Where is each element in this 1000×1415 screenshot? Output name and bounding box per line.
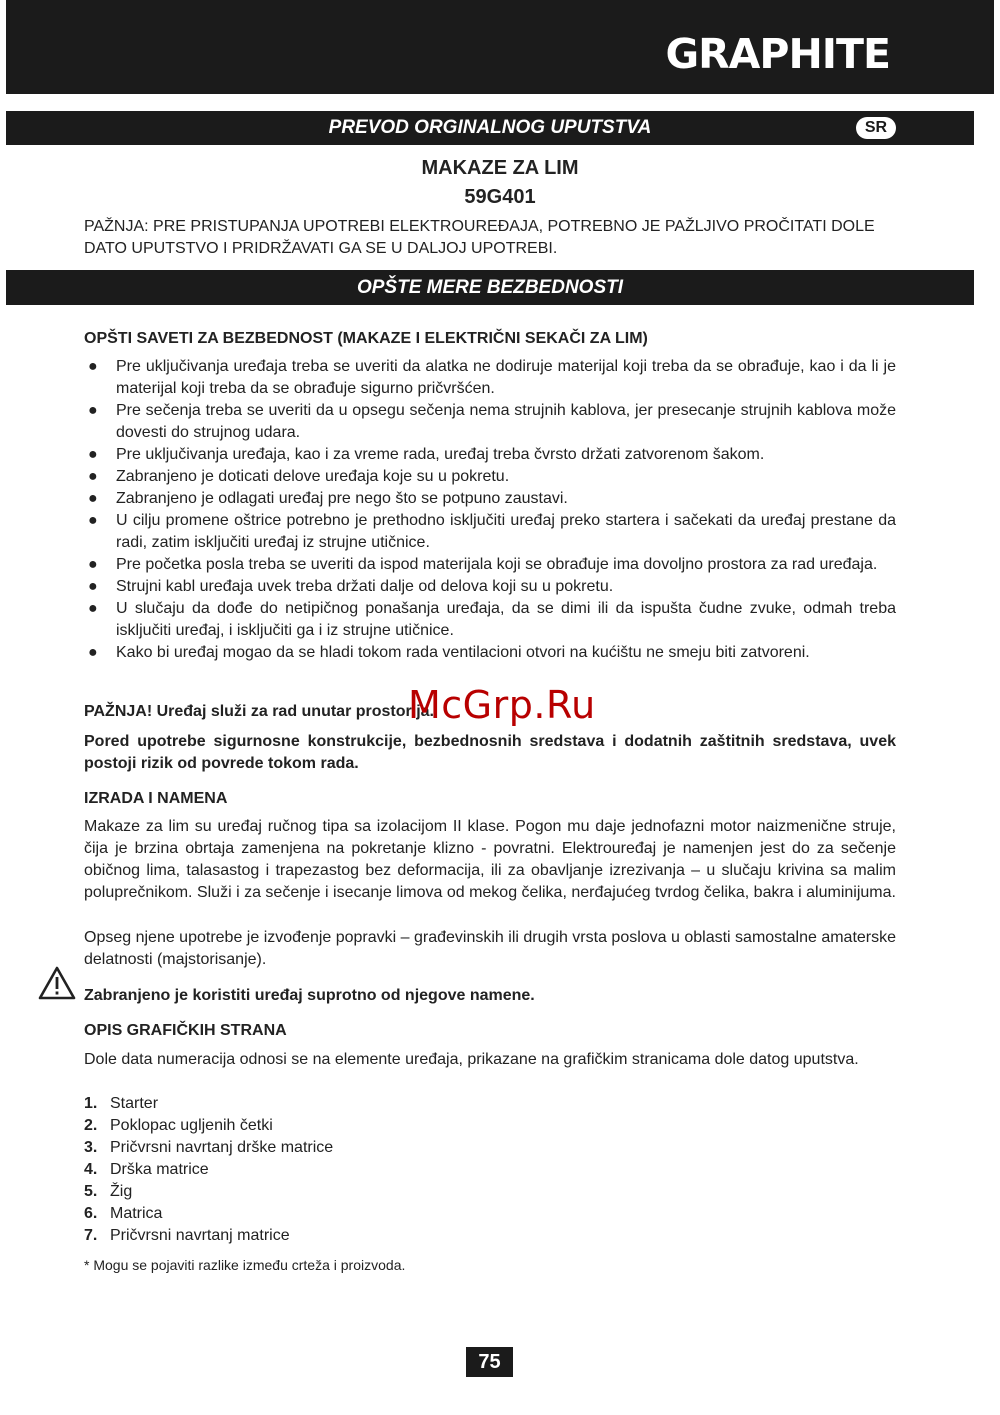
list-item: ● Zabranjeno je odlagati uređaj pre nego što se potpuno zaustavi. (84, 488, 896, 510)
list-item: ● U cilju promene oštrice potrebno je prethodno isključiti uređaj preko startera i sačekati da uređaj prestane da radi, zatim isključiti uređaj iz strujne utičnice. (88, 512, 896, 551)
bullet-icon: ● (88, 468, 98, 485)
bullet-icon: ● (88, 402, 98, 419)
list-item: 1. Starter (84, 1095, 159, 1112)
purpose-paragraph-1: Makaze za lim su uređaj ručnog tipa sa izolacijom II klase. Pogon mu daje jednofazni motor naizmenične struje, čija je brzina obrtaja zamenjena na pokretanje klizno - povratni. Elektrouređaj je namenjen jest do za sečenje običnog lima, talasastog i trapezastog bez deformacija, ili za obavljanje izrezivanja – u slučaju krivina sa malim poluprečnikom. Služi i za sečenje i isecanje limova od mekog čelika, nerđajućeg tvrdog čelika, bakra i aluminijuma. (84, 818, 896, 901)
bullet-icon: ● (88, 644, 98, 661)
bullet-icon: ● (88, 578, 98, 595)
safety-subtitle: OPŠTI SAVETI ZA BEZBEDNOST (MAKAZE I ELEKTRIČNI SEKAČI ZA LIM) (84, 330, 648, 347)
list-item: 2. Poklopac ugljenih četki (84, 1117, 273, 1134)
list-item: ● Pre sečenja treba se uveriti da u opsegu sečenja nema strujnih kablova, jer presecanje strujnih kablova može dovesti do strujnog udara. (88, 402, 896, 441)
residual-risk-note: Pored upotrebe sigurnosne konstrukcije, bezbednosnih sredstava i dodatnih zaštitnih sredstava, uvek postoji rizik od povrede tokom rada. (84, 733, 896, 772)
safety-section-bar (6, 270, 974, 305)
intro-warning: PAŽNJA: PRE PRISTUPANJA UPOTREBI ELEKTROUREĐAJA, POTREBNO JE PAŽLJIVO PROČITATI DOLE DATO UPUTSTVO I PRIDRŽAVATI GA SE U DALJOJ UPOTREBI. (84, 218, 875, 257)
graphics-section-title: OPIS GRAFIČKIH STRANA (84, 1022, 287, 1039)
safety-list (84, 356, 896, 664)
list-item: 7. Pričvrsni navrtanj matrice (84, 1227, 290, 1244)
list-item: ● U slučaju da dođe do netipičnog ponašanja uređaja, da se dimi ili da ispušta čudne zvuke, odmah treba isključiti uređaj, i isključiti ga i iz strujne utičnice. (88, 600, 896, 639)
bullet-icon: ● (88, 556, 98, 573)
list-item: 4. Drška matrice (84, 1161, 209, 1178)
list-item: ● Pre uključivanja uređaja, kao i za vreme rada, uređaj treba čvrsto držati zatvorenom šakom. (84, 444, 896, 466)
indoor-warning: PAŽNJA! Uređaj služi za rad unutar prostorija. (84, 703, 434, 720)
product-name: MAKAZE ZA LIM (421, 157, 579, 179)
safety-section-title: OPŠTE MERE BEZBEDNOSTI (356, 277, 624, 298)
purpose-paragraph-2: Opseg njene upotrebe je izvođenje popravki – građevinskih ili drugih vrsta poslova u oblasti samostalne amaterske delatnosti (majstorisanje). (84, 929, 897, 968)
translation-title: PREVOD ORGINALNOG UPUTSTVA (328, 117, 652, 138)
footnote: * Mogu se pojaviti razlike između crteža i proizvoda. (84, 1257, 406, 1273)
page-header (6, 0, 994, 94)
list-item: ● Strujni kabl uređaja uvek treba držati dalje od delova koji su u pokretu. (84, 576, 896, 598)
list-item: 5. Žig (84, 1183, 133, 1200)
translation-title-bar (6, 111, 974, 145)
parts-list (84, 1093, 896, 1247)
bullet-icon: ● (88, 490, 98, 507)
bullet-icon: ● (88, 600, 98, 617)
list-item: ● Kako bi uređaj mogao da se hladi tokom rada ventilacioni otvori na kućištu ne smeju biti zatvoreni. (84, 642, 896, 664)
page-number: 75 (466, 1347, 513, 1377)
bullet-icon: ● (88, 358, 98, 375)
watermark: McGrp.Ru (408, 683, 596, 727)
list-item: 3. Pričvrsni navrtanj drške matrice (84, 1139, 334, 1156)
graphite-logo: GRAPHITE (665, 30, 890, 78)
list-item: ● Pre početka posla treba se uveriti da ispod materijala koji se obrađuje ima dovoljno prostora za rad uređaja. (84, 554, 896, 576)
language-badge: SR (856, 117, 896, 139)
product-model: 59G401 (464, 186, 536, 208)
bullet-icon: ● (88, 512, 98, 529)
bullet-icon: ● (88, 446, 98, 463)
list-item: ● Zabranjeno je doticati delove uređaja koje su u pokretu. (84, 466, 896, 488)
list-item: ● Pre uključivanja uređaja treba se uveriti da alatka ne dodiruje materijal koji treba da se obrađuje, kao i da li je materijal koji treba da se obrađuje sigurno pričvršćen. (88, 358, 896, 397)
list-item: 6. Matrica (84, 1205, 163, 1222)
misuse-warning: Zabranjeno je koristiti uređaj suprotno od njegove namene. (84, 987, 535, 1004)
purpose-section-title: IZRADA I NAMENA (84, 790, 228, 807)
graphics-description: Dole data numeracija odnosi se na elemente uređaja, prikazane na grafičkim stranicama dole datog uputstva. (84, 1051, 859, 1068)
warning-triangle-icon (38, 966, 76, 1000)
